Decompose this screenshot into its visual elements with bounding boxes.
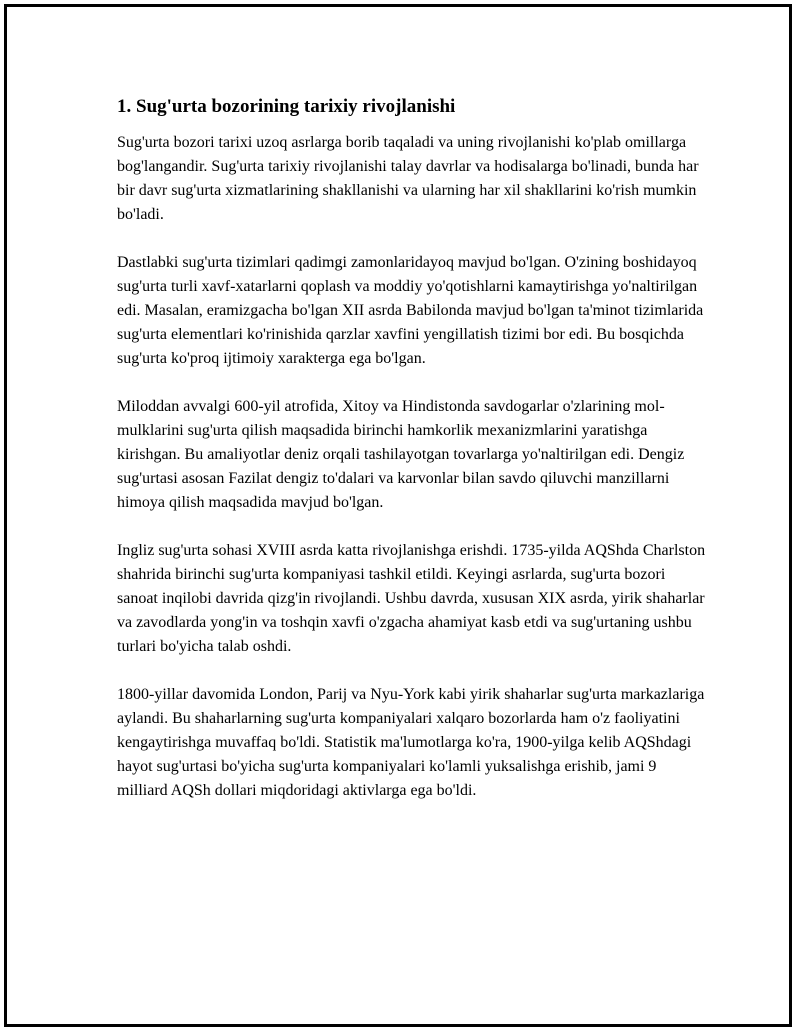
document-body — [117, 95, 707, 827]
paragraph-5: 1800-yillar davomida London, Parij va Nyu-York kabi yirik shaharlar sug'urta markazlariga aylandi. Bu shaharlarning sug'urta kompaniyalari xalqaro bozorlarda ham o'z faoliyatini kengaytirishga muvaffaq bo'ldi. Statistik ma'lumotlarga ko'ra, 1900-yilga kelib AQShdagi hayot sug'urtasi bo'yicha sug'urta kompaniyalari ko'lamli yuksalishga erishib, jami 9 milliard AQSh dollari miqdoridagi aktivlarga ega bo'ldi. — [117, 686, 705, 799]
paragraph-3: Miloddan avvalgi 600-yil atrofida, Xitoy va Hindistonda savdogarlar o'zlarining mol-mulklarini sug'urta qilish maqsadida birinchi hamkorlik mexanizmlarini yaratishga kirishgan. Bu amaliyotlar deniz orqali tashilayotgan tovarlarga yo'naltirilgan edi. Dengiz sug'urtasi asosan Fazilat dengiz to'dalari va karvonlar bilan savdo qiluvchi manzillarni himoya qilish maqsadida mavjud bo'lgan. — [117, 398, 685, 511]
paragraph-1: Sug'urta bozori tarixi uzoq asrlarga borib taqaladi va uning rivojlanishi ko'plab omillarga bog'langandir. Sug'urta tarixiy rivojlanishi talay davrlar va hodisalarga bo'linadi, bunda har bir davr sug'urta xizmatlarining shakllanishi va ularning har xil shakllarini ko'rish mumkin bo'ladi. — [117, 134, 699, 223]
section-heading: 1. Sug'urta bozorining tarixiy rivojlanishi — [117, 96, 456, 117]
paragraph-4: Ingliz sug'urta sohasi XVIII asrda katta rivojlanishga erishdi. 1735-yilda AQShda Charlston shahrida birinchi sug'urta kompaniyasi tashkil etildi. Keyingi asrlarda, sug'urta bozori sanoat inqilobi davrida qizg'in rivojlandi. Ushbu davrda, xususan XIX asrda, yirik shaharlar va zavodlarda yong'in va toshqin xavfi o'zgacha ahamiyat kasb etdi va sug'urtaning ushbu turlari bo'yicha talab oshdi. — [117, 542, 706, 655]
paragraph-2: Dastlabki sug'urta tizimlari qadimgi zamonlaridayoq mavjud bo'lgan. O'zining boshidayoq sug'urta turli xavf-xatarlarni qoplash va moddiy yo'qotishlarni kamaytirishga yo'naltirilgan edi. Masalan, eramizgacha bo'lgan XII asrda Babilonda mavjud bo'lgan ta'minot tizimlarida sug'urta elementlari ko'rinishida qarzlar xavfini yengillatish tizimi bor edi. Bu bosqichda sug'urta ko'proq ijtimoiy xarakterga ega bo'lgan. — [117, 254, 704, 367]
